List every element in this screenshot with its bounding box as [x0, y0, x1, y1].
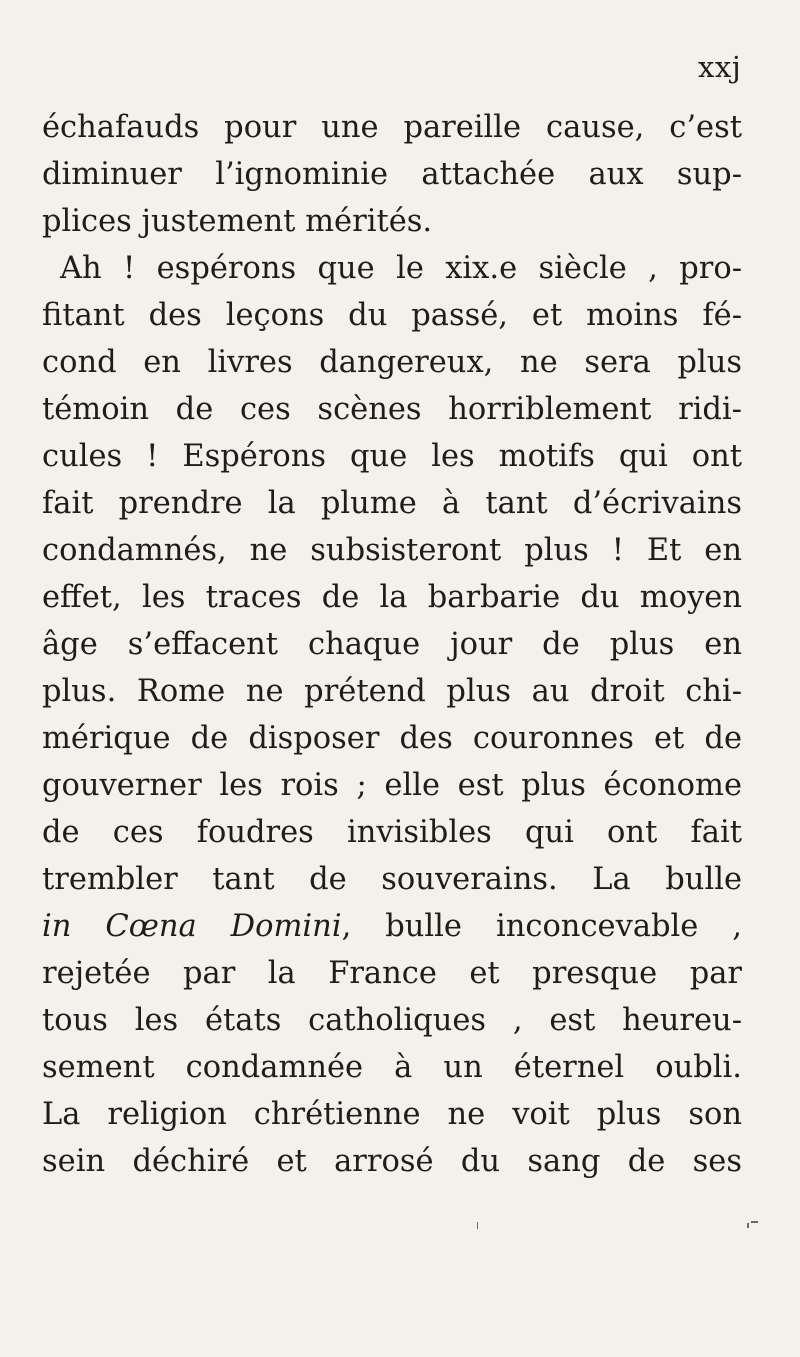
text-line-10: condamnés, ne subsisteront plus ! Et en [42, 533, 742, 568]
paper-speck-1 [747, 1223, 749, 1228]
text-line-7: témoin de ces scènes horriblement ridi- [42, 392, 742, 427]
paper-speck-3 [477, 1222, 478, 1229]
text-line-1: échafauds pour une pareille cause, c’est [42, 110, 742, 145]
text-line-3: plices justement mérités. [42, 204, 433, 239]
text-line-19: rejetée par la France et presque par [42, 956, 742, 991]
text-line-18-rest: , bulle inconcevable , [341, 909, 743, 944]
text-line-12: âge s’effacent chaque jour de plus en [42, 627, 742, 662]
text-line-5: fitant des leçons du passé, et moins fé- [42, 298, 742, 333]
page-number: xxj [698, 50, 742, 84]
text-line-2: diminuer l’ignominie attachée aux sup- [42, 157, 742, 192]
text-line-21: sement condamnée à un éternel oubli. [42, 1050, 742, 1085]
text-line-15: gouverner les rois ; elle est plus économe [42, 768, 742, 803]
text-line-20: tous les états catholiques , est heureu- [42, 1003, 742, 1038]
paper-speck-2 [751, 1221, 758, 1223]
text-line-4: Ah ! espérons que le xix.e siècle , pro- [60, 251, 742, 286]
text-line-22: La religion chrétienne ne voit plus son [42, 1097, 742, 1132]
text-line-6: cond en livres dangereux, ne sera plus [42, 345, 742, 380]
text-line-18 [42, 903, 742, 950]
text-line-11: effet, les traces de la barbarie du moyen [42, 580, 742, 615]
text-line-8: cules ! Espérons que les motifs qui ont [42, 439, 742, 474]
text-line-9: fait prendre la plume à tant d’écrivains [42, 486, 742, 521]
text-line-13: plus. Rome ne prétend plus au droit chi- [42, 674, 742, 709]
text-line-14: mérique de disposer des couronnes et de [42, 721, 742, 756]
text-line-16: de ces foudres invisibles qui ont fait [42, 815, 742, 850]
text-line-23: sein déchiré et arrosé du sang de ses [42, 1144, 742, 1179]
body-text [42, 104, 742, 1185]
italic-bull-title: in Cœna Domini [42, 909, 342, 944]
text-line-17: trembler tant de souverains. La bulle [42, 862, 742, 897]
